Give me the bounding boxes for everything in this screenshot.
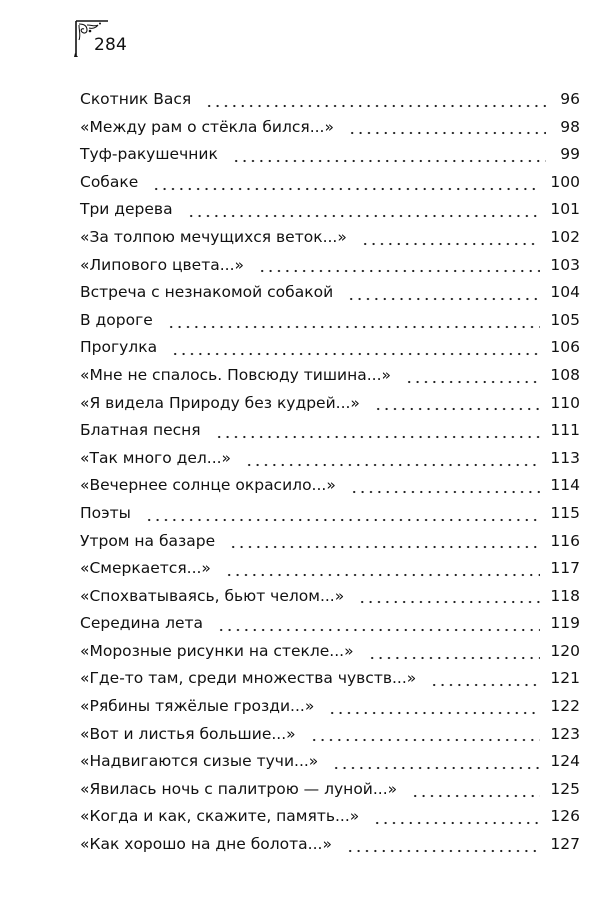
toc-entry-title: «Так много дел...»	[80, 448, 232, 467]
dot-leader	[310, 732, 541, 742]
toc-entry-page: 124	[550, 752, 580, 771]
toc-entry-page: 118	[550, 586, 580, 605]
toc-entry-page: 104	[550, 283, 580, 302]
toc-entry-page: 119	[550, 614, 580, 633]
toc-entry-title: Встреча с незнакомой собакой	[80, 283, 334, 302]
dot-leader	[171, 346, 540, 356]
toc-entry-title: Середина лета	[80, 614, 204, 633]
dot-leader	[374, 401, 540, 411]
toc-entry-page: 103	[550, 255, 580, 274]
toc-entry-page: 105	[550, 310, 580, 329]
dot-leader	[215, 429, 541, 439]
toc-entry	[80, 307, 580, 335]
toc-entry-page: 125	[550, 779, 580, 798]
toc-entry-page: 102	[550, 227, 580, 246]
dot-leader	[225, 567, 540, 577]
toc-entry-page: 127	[550, 835, 580, 854]
toc-entry	[80, 638, 580, 666]
toc-entry-title: «Смеркается...»	[80, 559, 211, 578]
toc-entry-page: 96	[560, 90, 580, 108]
toc-entry	[80, 417, 580, 445]
toc-entry-title: «Липового цвета...»	[80, 255, 245, 274]
toc-entry-page: 98	[560, 117, 580, 136]
toc-entry	[80, 362, 580, 390]
toc-entry-page: 99	[560, 145, 580, 164]
toc-entry	[80, 141, 580, 169]
toc-entry-title: «Вечернее солнце окрасило...»	[80, 476, 336, 495]
dot-leader	[187, 208, 541, 218]
toc-entry-page: 101	[550, 200, 580, 219]
toc-entry-title: Поэты	[80, 503, 131, 522]
toc-entry	[80, 334, 580, 362]
toc-entry-title: «Я видела Природу без кудрей...»	[80, 393, 360, 412]
toc-entry	[80, 610, 580, 638]
toc-entry-page: 114	[550, 476, 580, 495]
toc-entry-page: 121	[550, 669, 580, 688]
toc-entry-page: 100	[550, 172, 580, 191]
toc-entry	[80, 776, 580, 804]
toc-entry	[80, 721, 580, 749]
toc-entry-title: «Где-то там, среди множества чувств...»	[80, 669, 417, 688]
toc-entry	[80, 583, 580, 611]
toc-entry-title: Скотник Вася	[80, 90, 192, 108]
toc-entry	[80, 555, 580, 583]
toc-entry	[80, 196, 580, 224]
toc-entry	[80, 528, 580, 556]
table-of-contents	[80, 86, 580, 859]
dot-leader	[346, 843, 540, 853]
dot-leader	[232, 153, 546, 163]
dot-leader	[411, 788, 540, 798]
dot-leader	[258, 263, 540, 273]
toc-entry	[80, 748, 580, 776]
toc-entry	[80, 803, 580, 831]
dot-leader	[245, 457, 540, 467]
toc-entry	[80, 500, 580, 528]
dot-leader	[229, 539, 540, 549]
toc-entry-page: 115	[550, 503, 580, 522]
toc-entry-title: «Надвигаются сизые тучи...»	[80, 752, 319, 771]
toc-entry-title: «Как хорошо на дне болота...»	[80, 835, 332, 854]
dot-leader	[145, 512, 540, 522]
dot-leader	[430, 677, 540, 687]
toc-entry	[80, 472, 580, 500]
toc-entry-page: 126	[550, 807, 580, 826]
toc-entry	[80, 224, 580, 252]
toc-entry	[80, 445, 580, 473]
toc-entry-page: 108	[550, 365, 580, 384]
toc-entry-title: Туф-ракушечник	[80, 145, 218, 164]
toc-entry	[80, 169, 580, 197]
toc-entry-page: 111	[550, 421, 580, 440]
toc-entry-title: Собаке	[80, 172, 139, 191]
toc-entry-title: «Между рам о стёкла бился...»	[80, 117, 334, 136]
toc-entry-page: 113	[550, 448, 580, 467]
toc-entry	[80, 279, 580, 307]
toc-entry-title: «Рябины тяжёлые грозди...»	[80, 697, 315, 716]
toc-entry	[80, 831, 580, 859]
toc-entry	[80, 252, 580, 280]
dot-leader	[205, 98, 546, 108]
toc-entry-title: «Мне не спалось. Повсюду тишина...»	[80, 365, 392, 384]
toc-entry-page: 122	[550, 697, 580, 716]
toc-entry-title: «За толпою мечущихся веток...»	[80, 227, 347, 246]
dot-leader	[368, 650, 541, 660]
toc-entry-title: Прогулка	[80, 338, 158, 357]
toc-entry	[80, 665, 580, 693]
toc-entry-page: 120	[550, 641, 580, 660]
page-number: 284	[94, 35, 128, 55]
dot-leader	[332, 760, 540, 770]
dot-leader	[405, 374, 540, 384]
toc-entry-title: Утром на базаре	[80, 531, 216, 550]
toc-entry-title: «Явилась ночь с палитрою — луной...»	[80, 779, 398, 798]
toc-entry-page: 110	[550, 393, 580, 412]
toc-entry-page: 123	[550, 724, 580, 743]
toc-entry-title: Блатная песня	[80, 421, 201, 440]
toc-entry	[80, 114, 580, 142]
toc-entry-title: «Когда и как, скажите, память...»	[80, 807, 360, 826]
dot-leader	[167, 319, 541, 329]
dot-leader	[347, 291, 540, 301]
dot-leader	[350, 484, 541, 494]
dot-leader	[328, 705, 540, 715]
toc-entry	[80, 86, 580, 114]
dot-leader	[358, 594, 540, 604]
toc-entry-page: 106	[550, 338, 580, 357]
dot-leader	[217, 622, 540, 632]
dot-leader	[152, 181, 540, 191]
toc-entry-title: «Спохватываясь, бьют челом...»	[80, 586, 345, 605]
dot-leader	[348, 125, 546, 135]
dot-leader	[361, 236, 541, 246]
toc-entry-title: «Вот и листья большие...»	[80, 724, 296, 743]
toc-entry-title: Три дерева	[80, 200, 173, 219]
toc-entry-page: 116	[550, 531, 580, 550]
dot-leader	[373, 815, 540, 825]
toc-entry	[80, 693, 580, 721]
toc-entry	[80, 390, 580, 418]
toc-entry-title: «Морозные рисунки на стекле...»	[80, 641, 354, 660]
toc-entry-title: В дороге	[80, 310, 153, 329]
toc-entry-page: 117	[550, 559, 580, 578]
